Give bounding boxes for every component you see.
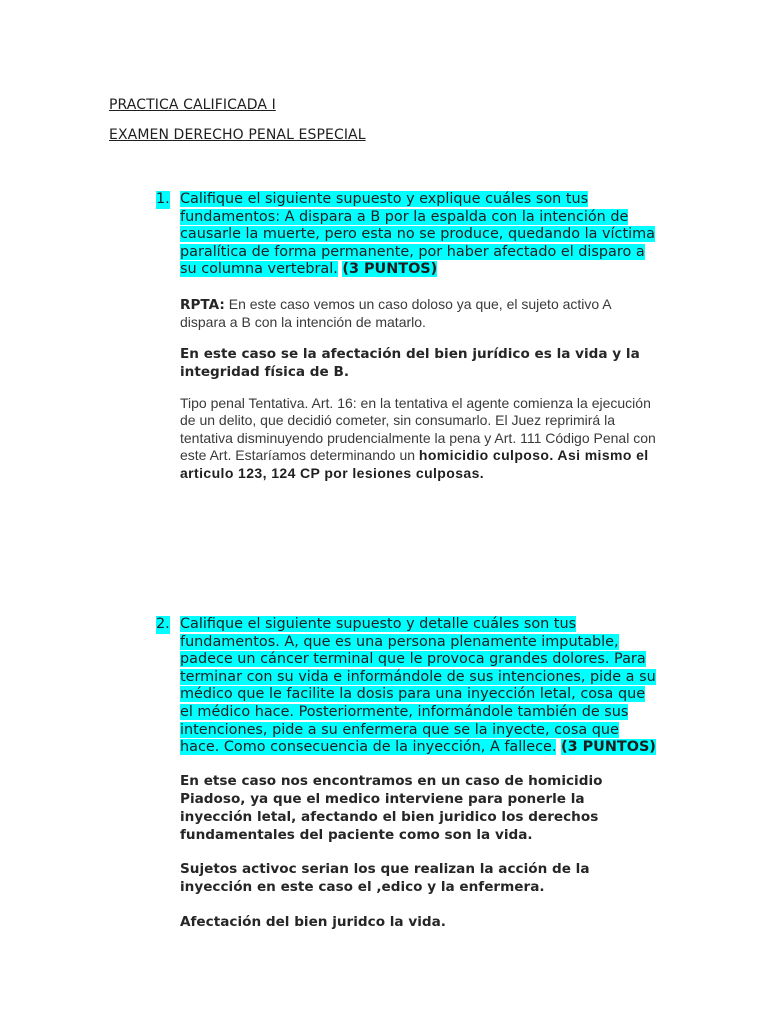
tipo-text: Tipo penal Tentativa. Art. 16: en la tentativa el agente comienza la ejecución de un delito, que decidió cometer, sin consumarlo. El Juez reprimirá la tentativa disminuyendo prudencialmente la pena y Art. 111 Código Penal con este Art. Estaríamos determinando un (180, 395, 656, 464)
tipo-bold: homicidio culposo. Asi mismo el articulo 123, 124 CP por lesiones culposas. (180, 447, 649, 481)
question-1-text: Califique el siguiente supuesto y explique cuáles son tus fundamentos: A dispara a B por la espalda con la intención de causarle la muerte, pero esta no se produce, quedando la víctima paralítica de forma permanente, por haber afectado el disparo a su columna vertebral. (180, 191, 655, 278)
question-2-paragraph-1: En etse caso nos encontramos en un caso de homicidio Piadoso, ya que el medico interviene para ponerle la inyección letal, afectando el bien juridico los derechos fundamentales del paciente como son la vida. (180, 773, 603, 843)
question-2-paragraph-3: Afectación del bien juridco la vida. (180, 914, 446, 930)
question-1-points: (3 PUNTOS) (342, 261, 438, 278)
question-2 (156, 616, 660, 757)
question-1-number: 1. (156, 191, 170, 207)
document-title: PRACTICA CALIFICADA I (109, 97, 276, 113)
question-2-points: (3 PUNTOS) (561, 739, 656, 756)
question-1-answer (180, 296, 660, 332)
question-2-text: Califique el siguiente supuesto y detalle cuáles son tus fundamentos. A, que es una persona plenamente imputable, padece un cáncer terminal que le provoca grandes dolores. Para terminar con su vida e informándole de sus intenciones, pide a su médico que le facilite la dosis para una inyección letal, cosa que el médico hace. Posteriormente, informándole también de sus intenciones, pide a su enfermera que se la inyecte, cosa que hace. Como consecuencia de la inyección, A fallece. (180, 616, 656, 756)
question-1 (156, 191, 660, 279)
answer-label: RPTA: (180, 297, 225, 313)
answer-text: En este caso vemos un caso doloso ya que, el sujeto activo A dispara a B con la intención de matarlo. (180, 296, 611, 331)
document-subtitle: EXAMEN DERECHO PENAL ESPECIAL (109, 127, 366, 143)
question-2-number: 2. (156, 616, 170, 632)
question-1-tipo-paragraph (180, 395, 660, 482)
question-2-paragraph-2: Sujetos activoc serian los que realizan la acción de la inyección en este caso el ,edico y la enfermera. (180, 861, 590, 895)
question-1-bold-paragraph: En este caso se la afectación del bien jurídico es la vida y la integridad física de B. (180, 346, 640, 380)
